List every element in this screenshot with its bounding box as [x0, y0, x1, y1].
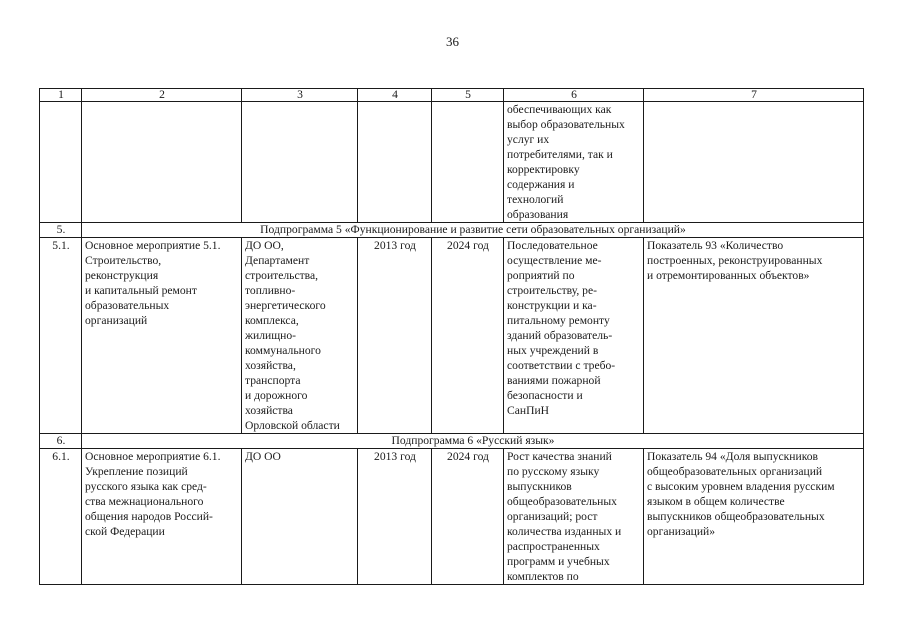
- table-cell: [82, 238, 242, 434]
- table-cell: [82, 449, 242, 585]
- table-row: [40, 449, 864, 585]
- cell-text-line: количества изданных и: [507, 525, 622, 538]
- cell-text-line: зданий образователь-: [507, 329, 613, 342]
- cell-text-line: Последовательное: [507, 239, 598, 252]
- table-cell: [644, 449, 864, 585]
- cell-text-line: соответствии с требо-: [507, 359, 616, 372]
- header-cell: 4: [358, 89, 432, 102]
- start-year: 2013 год: [358, 449, 432, 585]
- cell-text-line: жилищно-: [245, 329, 296, 342]
- row-number: 5.: [40, 223, 82, 238]
- cell-text-line: и капитальный ремонт: [85, 284, 197, 297]
- cell-text-line: общеобразовательных: [507, 495, 617, 508]
- table-cell: [242, 449, 358, 585]
- start-year: 2013 год: [358, 238, 432, 434]
- cell-text-line: реконструкция: [85, 269, 159, 282]
- cell-text-line: роприятий по: [507, 269, 575, 282]
- header-cell: 7: [644, 89, 864, 102]
- subprogram-row: [40, 434, 864, 449]
- cell-text-line: технологий: [507, 193, 564, 206]
- header-cell: 2: [82, 89, 242, 102]
- cell-text-line: организаций»: [647, 525, 716, 538]
- table-row: [40, 238, 864, 434]
- subprogram-row: [40, 223, 864, 238]
- cell-text-line: ваниями пожарной: [507, 374, 601, 387]
- cell-text-line: Укрепление позиций: [85, 465, 188, 478]
- cell-text-line: Строительство,: [85, 254, 162, 267]
- cell-text-line: Основное мероприятие 5.1.: [85, 239, 221, 252]
- cell-text-line: и отремонтированных объектов»: [647, 269, 810, 282]
- header-cell: 5: [432, 89, 504, 102]
- cell-text-line: комплекса,: [245, 314, 299, 327]
- table-cell: [504, 102, 644, 223]
- subprogram-title: Подпрограмма 5 «Функционирование и развитие сети образовательных организаций»: [82, 223, 864, 238]
- cell-text-line: безопасности и: [507, 389, 583, 402]
- program-table: [39, 88, 864, 585]
- cell-text-line: с высоким уровнем владения русским: [647, 480, 835, 493]
- header-cell: 3: [242, 89, 358, 102]
- cell-text-line: Рост качества знаний: [507, 450, 612, 463]
- cell-text-line: конструкции и ка-: [507, 299, 597, 312]
- cell-text-line: потребителями, так и: [507, 148, 613, 161]
- cell-text-line: ДО ОО,: [245, 239, 284, 252]
- cell-text-line: транспорта: [245, 374, 301, 387]
- cell-text-line: общеобразовательных организаций: [647, 465, 823, 478]
- cell-text-line: построенных, реконструированных: [647, 254, 823, 267]
- table-cell: [644, 238, 864, 434]
- cell-text-line: программ и учебных: [507, 555, 610, 568]
- cell-text-line: строительства,: [245, 269, 319, 282]
- cell-text-line: содержания и: [507, 178, 575, 191]
- cell-text-line: Показатель 93 «Количество: [647, 239, 784, 252]
- table-cell: [242, 238, 358, 434]
- table-cell: [504, 449, 644, 585]
- cell-text-line: топливно-: [245, 284, 296, 297]
- cell-text-line: организаций; рост: [507, 510, 598, 523]
- cell-text-line: СанПиН: [507, 404, 550, 417]
- row-number: 6.1.: [40, 449, 82, 585]
- cell-text-line: ской Федерации: [85, 525, 165, 538]
- cell-text-line: выпускников общеобразовательных: [647, 510, 825, 523]
- header-cell: 6: [504, 89, 644, 102]
- table-header-row: [40, 89, 864, 102]
- subprogram-title: Подпрограмма 6 «Русский язык»: [82, 434, 864, 449]
- end-year: 2024 год: [432, 449, 504, 585]
- cell-text-line: коммунального: [245, 344, 321, 357]
- cell-text-line: хозяйства: [245, 404, 293, 417]
- cell-text-line: Показатель 94 «Доля выпускников: [647, 450, 819, 463]
- cell-text-line: комплектов по: [507, 570, 579, 583]
- cell-text-line: ства межнационального: [85, 495, 204, 508]
- cell-text-line: строительству, ре-: [507, 284, 597, 297]
- continuation-row: [40, 102, 864, 223]
- table-cell: [504, 238, 644, 434]
- cell-text-line: ных учреждений в: [507, 344, 599, 357]
- cell-text-line: ДО ОО: [245, 450, 281, 463]
- cell-text-line: по русскому языку: [507, 465, 600, 478]
- cell-text-line: выпускников: [507, 480, 572, 493]
- cell-text-line: организаций: [85, 314, 148, 327]
- cell-text-line: русского языка как сред-: [85, 480, 207, 493]
- cell-text-line: образовательных: [85, 299, 170, 312]
- cell-text-line: осуществление ме-: [507, 254, 602, 267]
- row-number: 5.1.: [40, 238, 82, 434]
- cell-text-line: хозяйства,: [245, 359, 296, 372]
- cell-text-line: языком в общем количестве: [647, 495, 785, 508]
- cell-text-line: общения народов Россий-: [85, 510, 213, 523]
- page-number: 36: [446, 34, 459, 49]
- cell-text-line: Основное мероприятие 6.1.: [85, 450, 221, 463]
- end-year: 2024 год: [432, 238, 504, 434]
- header-cell: 1: [40, 89, 82, 102]
- cell-text-line: и дорожного: [245, 389, 308, 402]
- row-number: 6.: [40, 434, 82, 449]
- cell-text-line: образования: [507, 208, 569, 221]
- cell-text-line: обеспечивающих как: [507, 103, 612, 116]
- cell-text-line: Орловской области: [245, 419, 340, 432]
- cell-text-line: услуг их: [507, 133, 550, 146]
- cell-text-line: Департамент: [245, 254, 310, 267]
- cell-text-line: выбор образовательных: [507, 118, 625, 131]
- cell-text-line: корректировку: [507, 163, 580, 176]
- cell-text-line: питальному ремонту: [507, 314, 610, 327]
- cell-text-line: энергетического: [245, 299, 326, 312]
- cell-text-line: распространенных: [507, 540, 600, 553]
